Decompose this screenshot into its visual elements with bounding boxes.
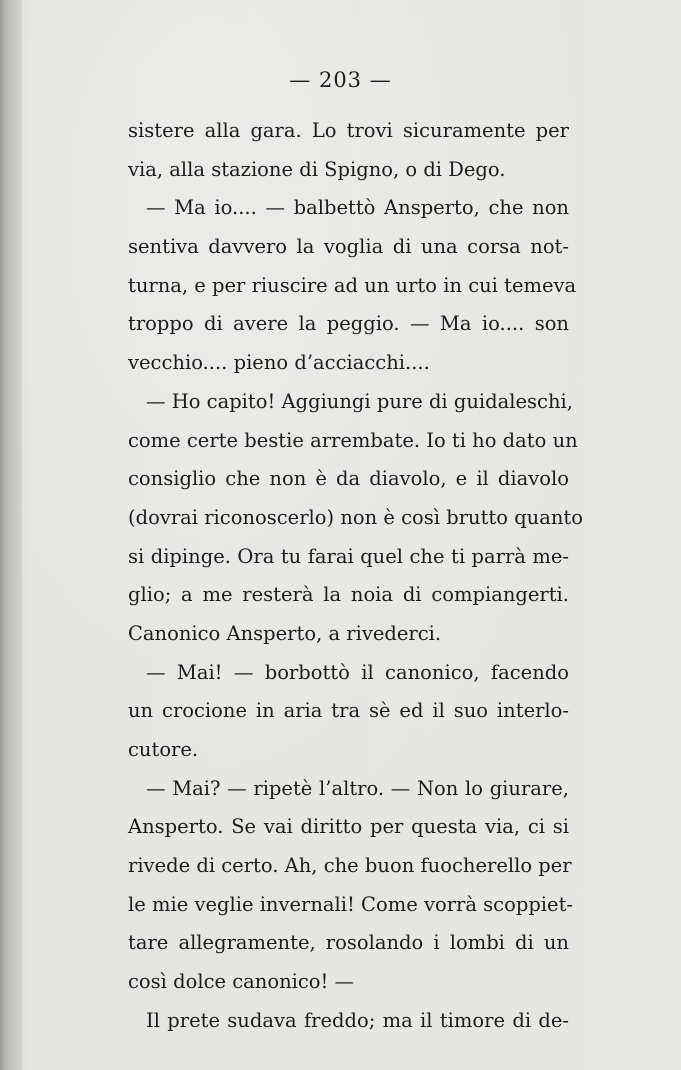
- text-line: così dolce canonico! —: [128, 970, 355, 994]
- text-line: — Ho capito! Aggiungi pure di guidaleschi,: [146, 389, 573, 413]
- text-line: un crocione in aria tra sè ed il suo interlo-: [128, 699, 569, 723]
- text-line: sentiva davvero la voglia di una corsa not-: [128, 235, 569, 259]
- text-line: vecchio.... pieno d’acciacchi....: [128, 351, 430, 375]
- text-line: Ansperto. Se vai diritto per questa via, ci si: [128, 815, 569, 839]
- text-line: Canonico Ansperto, a rivederci.: [128, 621, 442, 645]
- text-line: come certe bestie arrembate. Io ti ho dato un: [128, 428, 578, 452]
- text-line: — Mai? — ripetè l’altro. — Non lo giurare,: [146, 776, 569, 800]
- text-line: tare allegramente, rosolando i lombi di un: [128, 931, 569, 955]
- page-body-text: [128, 112, 583, 1041]
- text-line: glio; a me resterà la noia di compiangerti.: [128, 583, 569, 607]
- text-line: — Mai! — borbottò il canonico, facendo: [146, 660, 569, 684]
- text-line: consiglio che non è da diavolo, e il diavolo: [128, 467, 569, 491]
- text-line: Il prete sudava freddo; ma il timore di de-: [146, 1008, 569, 1032]
- text-line: sistere alla gara. Lo trovi sicuramente per: [128, 119, 569, 142]
- text-line: troppo di avere la peggio. — Ma io.... son: [128, 312, 569, 336]
- text-line: turna, e per riuscire ad un urto in cui temeva: [128, 273, 577, 297]
- text-line: cutore.: [128, 738, 199, 761]
- text-line: le mie veglie invernali! Come vorrà scoppiet-: [128, 892, 574, 916]
- text-line: via, alla stazione di Spigno, o di Dego.: [128, 157, 506, 181]
- text-line: rivede di certo. Ah, che buon fuocherello per: [128, 854, 572, 878]
- page-number: — 203 —: [289, 68, 392, 92]
- text-line: (dovrai riconoscerlo) non è così brutto quanto: [128, 505, 583, 529]
- page-gutter: [0, 0, 22, 1070]
- text-line: si dipinge. Ora tu farai quel che ti parrà me-: [128, 544, 569, 568]
- text-line: — Ma io.... — balbettò Ansperto, che non: [146, 196, 569, 220]
